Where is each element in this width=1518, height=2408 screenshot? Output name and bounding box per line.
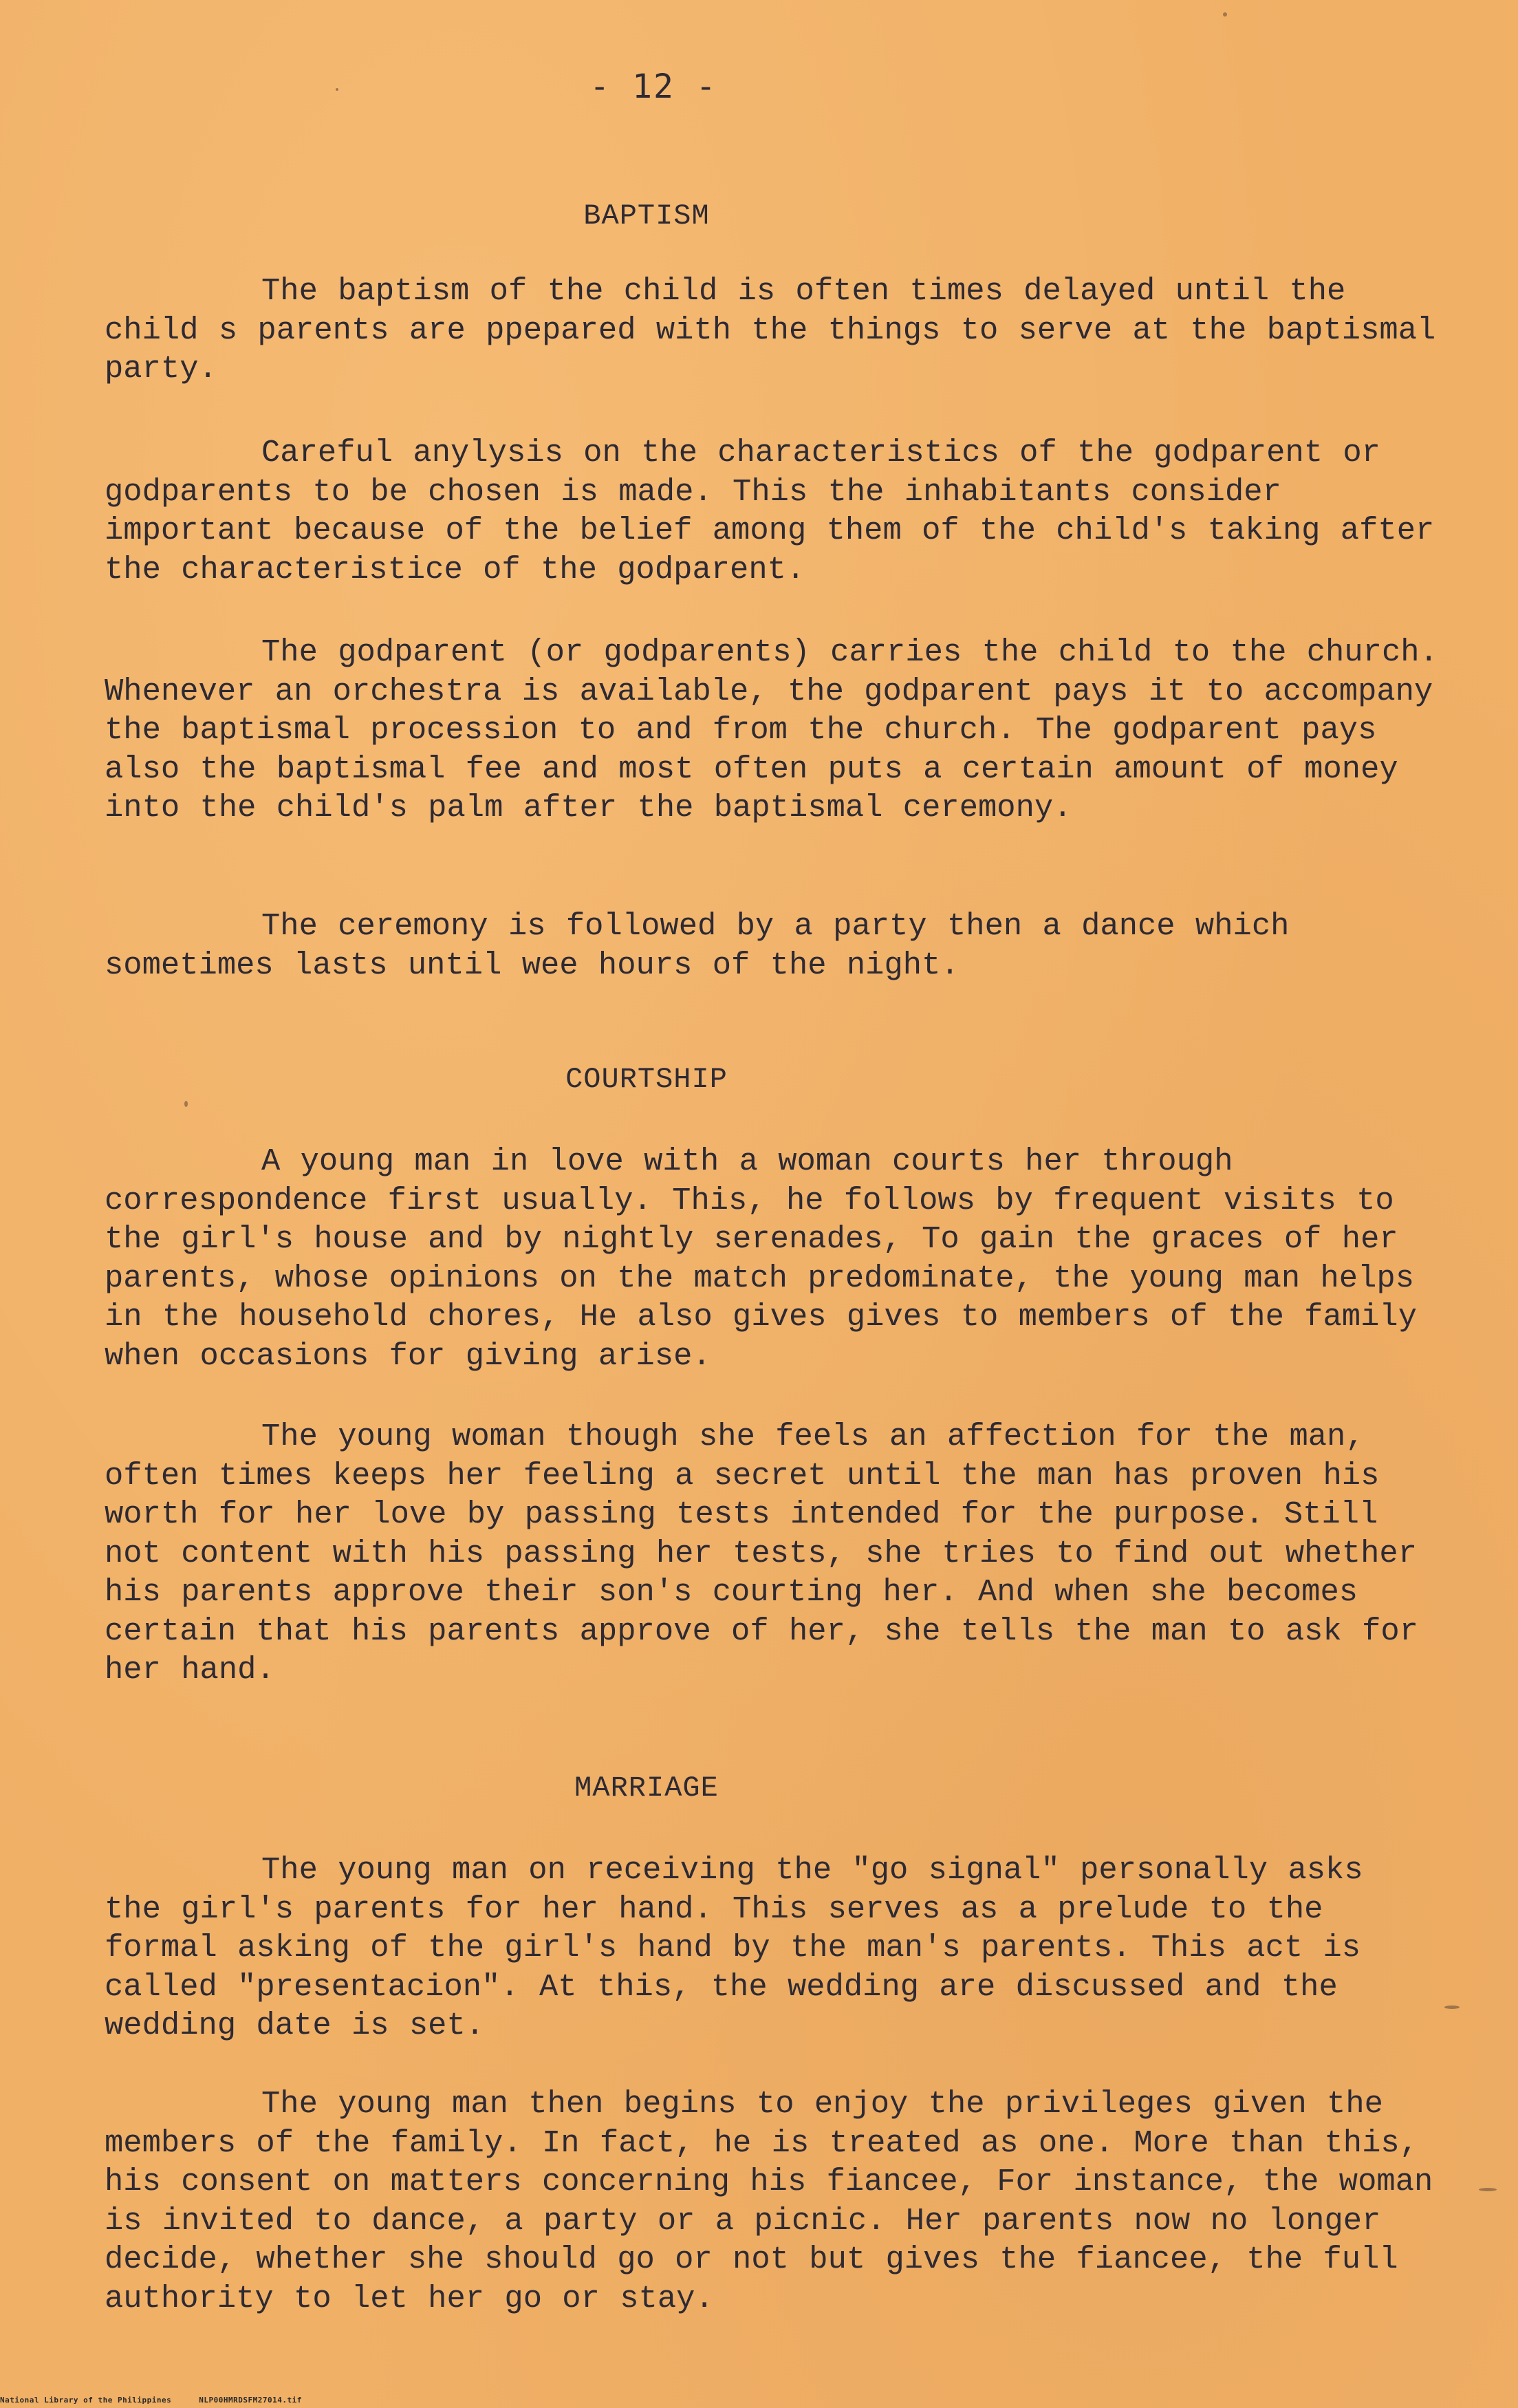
scan-footer (0, 2396, 619, 2405)
paper-speck (1479, 2188, 1497, 2191)
footer-institution: National Library of the Philippines (0, 2396, 172, 2405)
marriage-paragraph-2: The young man then begins to enjoy the privileges given the members of the family. In fact, he is treated as one. More than this, his consent on matters concerning his fiancee, For instance, the woman is invited to dance, a party or a picnic. Her parents now no longer decide, whether she should go or not but gives the fiancee, the full authority to let her go or stay. (105, 2086, 1433, 2316)
courtship-paragraph-2: The young woman though she feels an affection for the man, often times keeps her feeling a secret until the man has proven his worth for her love by passing tests intended for the purpose. Still not content with his passing her tests, she tries to find out whether his parents approve their son's courting her. And when she becomes certain that his parents approve of her, she tells the man to ask for her hand. (105, 1419, 1419, 1688)
baptism-paragraph-3: The godparent (or godparents) carries the child to the church. Whenever an orchestra is available, the godparent pays it to accompany the baptismal procession to and from the church. The godparent pays also the baptismal fee and most often puts a certain amount of money into the child's palm after the baptismal ceremony. (105, 634, 1438, 826)
section-heading-baptism: BAPTISM (583, 200, 710, 233)
paper-speck (1444, 2006, 1460, 2009)
paper-speck (336, 88, 338, 91)
baptism-paragraph-2: Careful anylysis on the characteristics of the godparent or godparents to be chosen is made. This the inhabitants consider important because of the belief among them of the child's taking after the characteristice of the godparent. (105, 435, 1435, 588)
paper-speck (1223, 12, 1227, 17)
page-number: - 12 - (589, 67, 717, 106)
paper-speck (184, 1101, 188, 1107)
baptism-paragraph-1: The baptism of the child is often times delayed until the child s parents are ppepared with the things to serve at the baptismal party. (105, 273, 1436, 387)
footer-file-id: NLP00HMRDSFM27014.tif (199, 2396, 302, 2405)
section-heading-courtship: COURTSHIP (565, 1063, 728, 1096)
marriage-paragraph-1: The young man on receiving the "go signal" personally asks the girl's parents for her hand. This serves as a prelude to the formal asking of the girl's hand by the man's parents. This act is called "presentacion". At this, the wedding are discussed and the wedding date is set. (105, 1852, 1363, 2043)
baptism-paragraph-4: The ceremony is followed by a party then a dance which sometimes lasts until wee hours of the night. (105, 908, 1290, 983)
section-heading-marriage: MARRIAGE (574, 1772, 719, 1805)
courtship-paragraph-1: A young man in love with a woman courts her through correspondence first usually. This, he follows by frequent visits to the girl's house and by nightly serenades, To gain the graces of her parents, whose opinions on the match predominate, the young man helps in the household chores, He also gives gives to members of the family when occasions for giving arise. (105, 1143, 1418, 1374)
